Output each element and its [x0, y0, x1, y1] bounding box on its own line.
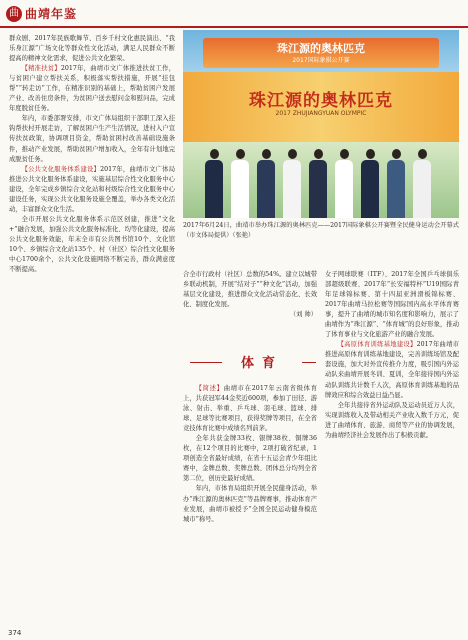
yearbook-title: 曲靖年鉴 [25, 7, 78, 21]
section-heading: 【高原体育训练基地建设】 [337, 341, 417, 349]
person-figure [413, 149, 431, 218]
section-heading: 【精准扶贫】 [21, 65, 61, 73]
paragraph: 【公共文化服务体系建设】2017年，曲靖市文广体局推进公共文化服务体系建设，实施基层综合性文化服务中心建设，全年完成乡镇综合文化站和村级综合性文化服务中心建设任务，实现公共文化服务设施全覆盖，举办各类文化活动，丰富群众文化生活。 [9, 165, 175, 213]
person-figure [231, 149, 249, 218]
middle-column [183, 270, 317, 320]
middle-column-sports [183, 384, 317, 525]
opening-ceremony-photo [183, 30, 459, 218]
section-heading: 【简述】 [195, 385, 224, 392]
photo-banner [203, 38, 439, 68]
person-figure [387, 149, 405, 218]
photo-banner-subtitle: 2017国际象棋公开赛 [292, 57, 350, 64]
paragraph: 年内，市体育局组织开展全民健身活动，举办“珠江源的奥林匹克”等品牌赛事，推动体育产业发展，曲靖市被授予“全国全民运动健身模范城市”称号。 [183, 485, 317, 523]
section-rule-left [190, 362, 222, 363]
photo-caption: 2017年6月24日，曲靖市举办珠江源的奥林匹克——2017国际象棋公开赛暨全民健身运动会开幕式（市文体局提供）（张艳） [183, 222, 459, 239]
person-figure [257, 149, 275, 218]
photo-stage-subtitle: 2017 ZHUJIANGYUAN OLYMPIC [275, 110, 367, 117]
person-figure [335, 149, 353, 218]
person-figure [283, 149, 301, 218]
paragraph: 【精准扶贫】2017年，曲靖市文广体推进扶贫工作，与贫困户建立帮扶关系，积极落实帮扶措施，开展“挂包帮”“转走访”工作，在精准识别的基础上，帮助贫困户发展产业、改善住房条件，为贫困户送去慰问金和慰问品，完成年度脱贫任务。 [9, 65, 175, 113]
photo-stage-backdrop [183, 72, 459, 142]
section-heading: 【公共文化服务体系建设】 [21, 165, 101, 173]
paragraph: 年内，市委部署安排，市文广体局组织干部职工深入挂钩帮扶村开展走访，了解贫困户生产生活情况，进村入户宣传扶贫政策，协调项目资金，帮助贫困村改善基础设施条件，推动产业发展，帮助贫困户增加收入，全年有计划地完成脱贫任务。 [9, 115, 175, 163]
person-figure [361, 149, 379, 218]
paragraph: 合全市行政村（社区）总数的54%。建立以城带乡联动机制，开展“结对子”“种文化”活动，加强基层文化建设，推进群众文化活动常态化、长效化、制度化发展。 [183, 271, 317, 309]
right-column [325, 270, 459, 441]
person-figure [309, 149, 327, 218]
paragraph: 群众剧、2017年民族歌舞节、百乡千村文化惠民演出、“我乐身江源”广场文化等群众性文化活动，满足人民群众不断提高的精神文化需求，促进公共文化繁荣。 [9, 35, 175, 63]
left-column [9, 34, 175, 275]
paragraph: 【简述】曲靖市在2017年云南省级体育上，共获冠军44金奖近600项，参加了田径、游泳、射击、举重、乒乓球、羽毛球、篮球、排球、足球等比赛项目，获得奖牌等项目，在全省竞技体育比赛中成绩名列前茅。 [183, 385, 318, 433]
header-rule [0, 26, 468, 28]
page-header [0, 0, 468, 30]
paragraph: 全年共获金牌33枚、银牌38枚、铜牌36枚，在12个项目的比赛中，2项打破省纪录，1项创造全省最好成绩，在省十五运会青少年组比赛中，金牌总数、奖牌总数、团体总分均列全省第二位，创历史最好成绩。 [183, 435, 317, 483]
paragraph: 【高原体育训练基地建设】2017年曲靖市推进高原体育训练基地建设，完善训练场馆及配套设施，加大对外宣传推介力度，吸引国内外运动队来曲靖开展冬训、夏训，全年接待国内外运动队训练共计数千人次，高原体育训练基地的品牌效应和综合效益日益凸显。 [325, 341, 459, 399]
section-title-sports: 体育 [240, 356, 283, 371]
paragraph: 全年共接待省外运动队及运动员近万人次，实现训练收入及带动相关产业收入数千万元，促进了曲靖体育、旅游、商贸等产业的协调发展，为曲靖经济社会发展作出了积极贡献。 [325, 401, 459, 439]
paragraph: 全市开展公共文化服务体系示范区创建，推进“文化+”融合发展，加强公共文化服务标准化、均等化建设，提高公共文化服务效能，年末全市有公共图书馆10个、文化馆10个、乡镇综合文化站135个、村（社区）综合性文化服务中心1700余个，公共文化设施网络不断完善，群众满意度不断提高。 [9, 215, 175, 274]
page-number: 374 [8, 629, 22, 637]
author-signature: （刘 帅） [289, 311, 317, 319]
paragraph: 女子网球联赛（ITF）、2017年全国乒乓球俱乐部超级联赛、2017年“长安福特杯”U19国际青年足球锦标赛、第十四届亚洲滑板锦标赛、2017年曲靖马拉松赛等国际国内高水平体育赛事，提升了曲靖的城市知名度和影响力，展示了曲靖作为“珠江源”、“体育城”的良好形象，推动了体育事业与文化旅游产业的融合发展。 [325, 271, 459, 339]
person-figure [205, 149, 223, 218]
yearbook-logo-icon: 曲 [6, 6, 22, 22]
photo-stage-title: 珠江源的奥林匹克 [249, 91, 393, 111]
section-rule-right [302, 362, 316, 363]
photo-banner-title: 珠江源的奥林匹克 [277, 42, 365, 55]
